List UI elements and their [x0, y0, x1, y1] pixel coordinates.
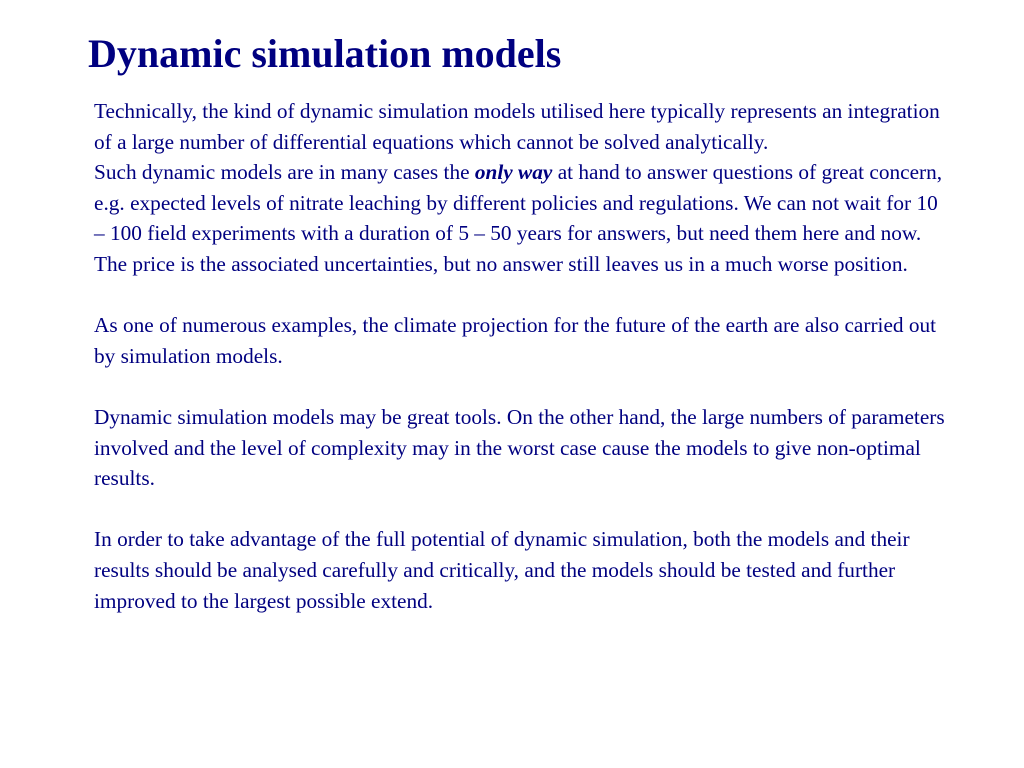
only-way-emphasis: only way — [474, 160, 553, 185]
paragraph-spacer — [94, 371, 950, 402]
paragraph-recommendation: In order to take advantage of the full potential of dynamic simulation, both the models and their results should be analysed carefully and critically, and the models should be tested and further improved to the largest possible extend. — [94, 527, 910, 613]
paragraph-only-way-lead: Such dynamic models are in many cases the — [94, 160, 475, 185]
paragraph-only-way-rest: at hand to answer questions of great concern, e.g. expected levels of nitrate leaching by different policies and regulations. We can not wait for 10 – 100 field experiments with a duration of 5 – 50 years for answers, but need them here and now. The price is the associated uncertainties, but no answer still leaves us in a much worse position. — [94, 160, 943, 276]
slide-title: Dynamic simulation models — [88, 31, 562, 76]
paragraph-spacer — [94, 494, 950, 525]
paragraph-tools-caveat: Dynamic simulation models may be great tools. On the other hand, the large numbers of parameters involved and the level of complexity may in the worst case cause the models to give non-optimal results. — [94, 404, 945, 491]
paragraph-climate-example: As one of numerous examples, the climate projection for the future of the earth are also carried out by simulation models. — [94, 313, 937, 368]
slide-body — [94, 96, 950, 616]
paragraph-only-way — [94, 157, 950, 279]
paragraph-technical-definition: Technically, the kind of dynamic simulation models utilised here typically represents an integration of a large number of differential equations which cannot be solved analytically. — [94, 99, 940, 154]
paragraph-spacer — [94, 280, 950, 311]
